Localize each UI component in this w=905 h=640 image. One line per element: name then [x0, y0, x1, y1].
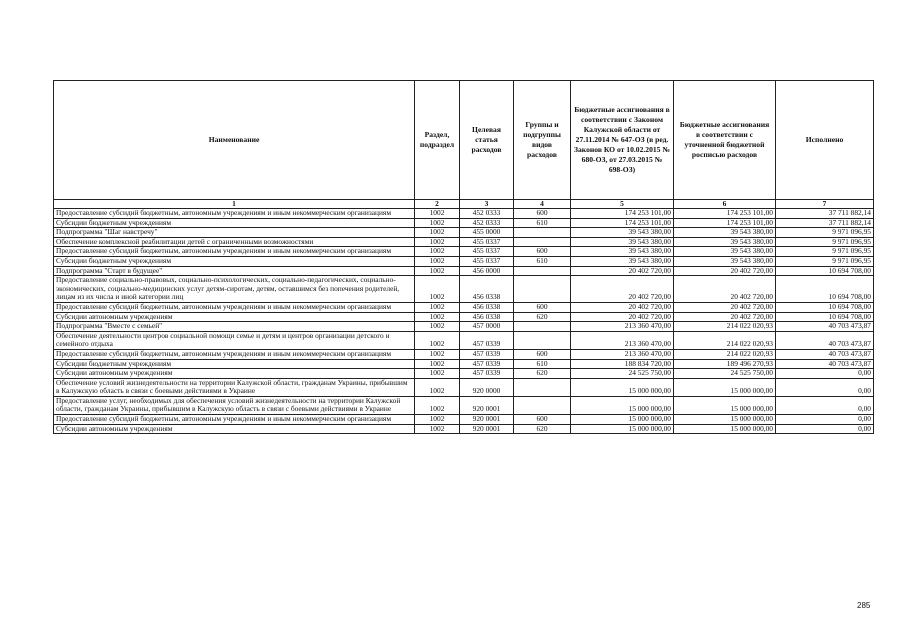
row-section: 1002 — [415, 349, 460, 359]
row-target-article: 456 0000 — [460, 266, 514, 276]
header-executed: Исполнено — [776, 81, 874, 200]
table-row — [54, 228, 874, 238]
row-target-article: 452 0333 — [460, 209, 514, 219]
row-executed: 10 694 708,00 — [776, 302, 874, 312]
row-name: Субсидии автономным учреждениям — [54, 312, 415, 322]
row-name: Субсидии автономным учреждениям — [54, 369, 415, 379]
header-row — [54, 81, 874, 200]
row-law-allocation: 20 402 720,00 — [571, 266, 674, 276]
row-expense-group: 620 — [514, 424, 571, 434]
header-target-article: Целевая статья расходов — [460, 81, 514, 200]
row-name: Предоставление социально-правовых, социально-психологических, социально-педагогических, социально-экономических, социально-медицинских услуг детям-сиротам, детям, оставшимся без попечения родителей, лицам из их числа и иной категории лиц — [54, 276, 415, 303]
row-executed: 0,00 — [776, 415, 874, 425]
row-name: Подпрограмма "Вместе с семьей" — [54, 322, 415, 332]
row-refined-allocation: 20 402 720,00 — [674, 276, 776, 303]
column-number: 6 — [674, 200, 776, 209]
table-row — [54, 415, 874, 425]
row-section: 1002 — [415, 209, 460, 219]
row-section: 1002 — [415, 415, 460, 425]
row-target-article: 456 0338 — [460, 302, 514, 312]
row-law-allocation: 20 402 720,00 — [571, 302, 674, 312]
row-section: 1002 — [415, 331, 460, 349]
row-law-allocation: 213 360 470,00 — [571, 322, 674, 332]
column-number: 2 — [415, 200, 460, 209]
row-expense-group — [514, 378, 571, 396]
row-executed: 9 971 096,95 — [776, 237, 874, 247]
row-refined-allocation: 20 402 720,00 — [674, 266, 776, 276]
row-executed: 37 711 882,14 — [776, 209, 874, 219]
row-name: Предоставление субсидий бюджетным, автономным учреждениям и иным некоммерческим организациям — [54, 415, 415, 425]
row-executed: 9 971 096,95 — [776, 228, 874, 238]
table-row — [54, 369, 874, 379]
row-executed: 40 703 473,87 — [776, 331, 874, 349]
row-target-article: 455 0337 — [460, 237, 514, 247]
row-section: 1002 — [415, 312, 460, 322]
row-name: Субсидии бюджетным учреждениям — [54, 218, 415, 228]
row-expense-group: 610 — [514, 256, 571, 266]
row-refined-allocation: 15 000 000,00 — [674, 378, 776, 396]
row-refined-allocation: 15 000 000,00 — [674, 415, 776, 425]
page-number: 285 — [857, 601, 871, 610]
row-target-article: 920 0001 — [460, 424, 514, 434]
row-refined-allocation: 189 496 270,93 — [674, 359, 776, 369]
row-expense-group: 610 — [514, 359, 571, 369]
header-law-allocations: Бюджетные ассигнования в соответствии с Законом Калужской области от 27.11.2014 № 647-ОЗ (в ред. Законов КО от 10.02.2015 № 680-ОЗ, от 27.03.2015 № 698-ОЗ) — [571, 81, 674, 200]
row-expense-group: 600 — [514, 302, 571, 312]
row-expense-group — [514, 266, 571, 276]
row-section: 1002 — [415, 228, 460, 238]
row-expense-group — [514, 331, 571, 349]
row-name: Обеспечение деятельности центров социальной помощи семье и детям и центров организации детского и семейного отдыха — [54, 331, 415, 349]
row-target-article: 457 0339 — [460, 359, 514, 369]
row-target-article: 455 0337 — [460, 247, 514, 257]
row-executed: 9 971 096,95 — [776, 247, 874, 257]
row-section: 1002 — [415, 237, 460, 247]
row-target-article: 457 0339 — [460, 331, 514, 349]
row-section: 1002 — [415, 302, 460, 312]
row-refined-allocation: 15 000 000,00 — [674, 424, 776, 434]
row-name: Подпрограмма "Шаг навстречу" — [54, 228, 415, 238]
column-number: 7 — [776, 200, 874, 209]
row-expense-group — [514, 322, 571, 332]
header-expense-group: Группы и подгруппы видов расходов — [514, 81, 571, 200]
row-name: Предоставление субсидий бюджетным, автономным учреждениям и иным некоммерческим организациям — [54, 349, 415, 359]
row-law-allocation: 15 000 000,00 — [571, 378, 674, 396]
budget-table — [53, 80, 874, 434]
row-target-article: 455 0000 — [460, 228, 514, 238]
row-expense-group: 620 — [514, 312, 571, 322]
row-law-allocation: 39 543 380,00 — [571, 247, 674, 257]
column-number: 3 — [460, 200, 514, 209]
row-section: 1002 — [415, 369, 460, 379]
row-name: Обеспечение комплексной реабилитации детей с ограниченными возможностями — [54, 237, 415, 247]
row-refined-allocation: 24 525 750,00 — [674, 369, 776, 379]
row-name: Обеспечение условий жизнедеятельности на территории Калужской области, гражданам Украины, прибывшим в Калужскую область в связи с боевыми действиями в Украине — [54, 378, 415, 396]
column-number: 1 — [54, 200, 415, 209]
row-executed: 0,00 — [776, 424, 874, 434]
row-refined-allocation: 214 022 020,93 — [674, 331, 776, 349]
row-law-allocation: 39 543 380,00 — [571, 237, 674, 247]
row-name: Субсидии бюджетным учреждениям — [54, 359, 415, 369]
row-expense-group: 600 — [514, 415, 571, 425]
row-executed: 10 694 708,00 — [776, 312, 874, 322]
row-refined-allocation: 39 543 380,00 — [674, 237, 776, 247]
row-expense-group — [514, 396, 571, 414]
row-expense-group — [514, 228, 571, 238]
row-expense-group: 600 — [514, 209, 571, 219]
row-target-article: 455 0337 — [460, 256, 514, 266]
row-expense-group: 600 — [514, 247, 571, 257]
row-name: Подпрограмма "Старт в будущее" — [54, 266, 415, 276]
row-target-article: 920 0001 — [460, 415, 514, 425]
row-target-article: 920 0001 — [460, 396, 514, 414]
row-executed: 40 703 473,87 — [776, 349, 874, 359]
row-law-allocation: 174 253 101,00 — [571, 209, 674, 219]
column-number: 5 — [571, 200, 674, 209]
budget-table-sheet — [53, 80, 874, 434]
header-name: Наименование — [54, 81, 415, 200]
row-target-article: 456 0338 — [460, 312, 514, 322]
row-name: Предоставление услуг, необходимых для обеспечения условий жизнедеятельности на территории Калужской области, гражданам Украины, прибывшим в Калужскую область в связи с боевыми действиями в Украине — [54, 396, 415, 414]
row-refined-allocation: 39 543 380,00 — [674, 256, 776, 266]
row-name: Предоставление субсидий бюджетным, автономным учреждениям и иным некоммерческим организациям — [54, 247, 415, 257]
row-refined-allocation: 174 253 101,00 — [674, 209, 776, 219]
row-law-allocation: 24 525 750,00 — [571, 369, 674, 379]
table-body — [54, 209, 874, 434]
table-row — [54, 396, 874, 414]
table-row — [54, 331, 874, 349]
row-law-allocation: 39 543 380,00 — [571, 228, 674, 238]
row-law-allocation: 213 360 470,00 — [571, 349, 674, 359]
row-section: 1002 — [415, 266, 460, 276]
row-refined-allocation: 20 402 720,00 — [674, 312, 776, 322]
row-section: 1002 — [415, 322, 460, 332]
table-row — [54, 378, 874, 396]
table-row — [54, 209, 874, 219]
row-section: 1002 — [415, 378, 460, 396]
row-refined-allocation: 39 543 380,00 — [674, 247, 776, 257]
row-executed: 0,00 — [776, 396, 874, 414]
row-target-article: 457 0000 — [460, 322, 514, 332]
row-name: Субсидии автономным учреждениям — [54, 424, 415, 434]
row-law-allocation: 213 360 470,00 — [571, 331, 674, 349]
table-row — [54, 276, 874, 303]
row-law-allocation: 188 834 720,00 — [571, 359, 674, 369]
row-refined-allocation: 20 402 720,00 — [674, 302, 776, 312]
row-target-article: 457 0339 — [460, 369, 514, 379]
row-target-article: 452 0333 — [460, 218, 514, 228]
row-section: 1002 — [415, 218, 460, 228]
row-section: 1002 — [415, 276, 460, 303]
row-law-allocation: 39 543 380,00 — [571, 256, 674, 266]
row-law-allocation: 15 000 000,00 — [571, 415, 674, 425]
row-name: Предоставление субсидий бюджетным, автономным учреждениям и иным некоммерческим организациям — [54, 209, 415, 219]
header-section: Раздел, подраздел — [415, 81, 460, 200]
row-law-allocation: 15 000 000,00 — [571, 396, 674, 414]
row-refined-allocation: 174 253 101,00 — [674, 218, 776, 228]
row-expense-group — [514, 276, 571, 303]
table-row — [54, 349, 874, 359]
row-expense-group: 620 — [514, 369, 571, 379]
row-expense-group: 610 — [514, 218, 571, 228]
row-target-article: 920 0000 — [460, 378, 514, 396]
row-target-article: 457 0339 — [460, 349, 514, 359]
header-refined-allocations: Бюджетные ассигнования в соответствии с уточненной бюджетной росписью расходов — [674, 81, 776, 200]
row-law-allocation: 20 402 720,00 — [571, 312, 674, 322]
row-name: Предоставление субсидий бюджетным, автономным учреждениям и иным некоммерческим организациям — [54, 302, 415, 312]
row-section: 1002 — [415, 396, 460, 414]
row-executed: 37 711 882,14 — [776, 218, 874, 228]
column-number: 4 — [514, 200, 571, 209]
row-executed: 10 694 708,00 — [776, 266, 874, 276]
row-section: 1002 — [415, 359, 460, 369]
row-refined-allocation: 214 022 020,93 — [674, 349, 776, 359]
table-row — [54, 322, 874, 332]
row-refined-allocation: 39 543 380,00 — [674, 228, 776, 238]
table-row — [54, 302, 874, 312]
row-executed: 9 971 096,95 — [776, 256, 874, 266]
row-target-article: 456 0338 — [460, 276, 514, 303]
table-row — [54, 256, 874, 266]
row-section: 1002 — [415, 247, 460, 257]
row-section: 1002 — [415, 256, 460, 266]
row-name: Субсидии бюджетным учреждениям — [54, 256, 415, 266]
row-law-allocation: 174 253 101,00 — [571, 218, 674, 228]
row-section: 1002 — [415, 424, 460, 434]
row-executed: 0,00 — [776, 378, 874, 396]
row-refined-allocation: 15 000 000,00 — [674, 396, 776, 414]
row-executed: 10 694 708,00 — [776, 276, 874, 303]
row-executed: 0,00 — [776, 369, 874, 379]
row-expense-group: 600 — [514, 349, 571, 359]
row-executed: 40 703 473,87 — [776, 359, 874, 369]
row-law-allocation: 20 402 720,00 — [571, 276, 674, 303]
row-executed: 40 703 473,87 — [776, 322, 874, 332]
table-row — [54, 424, 874, 434]
row-law-allocation: 15 000 000,00 — [571, 424, 674, 434]
row-refined-allocation: 214 022 020,93 — [674, 322, 776, 332]
